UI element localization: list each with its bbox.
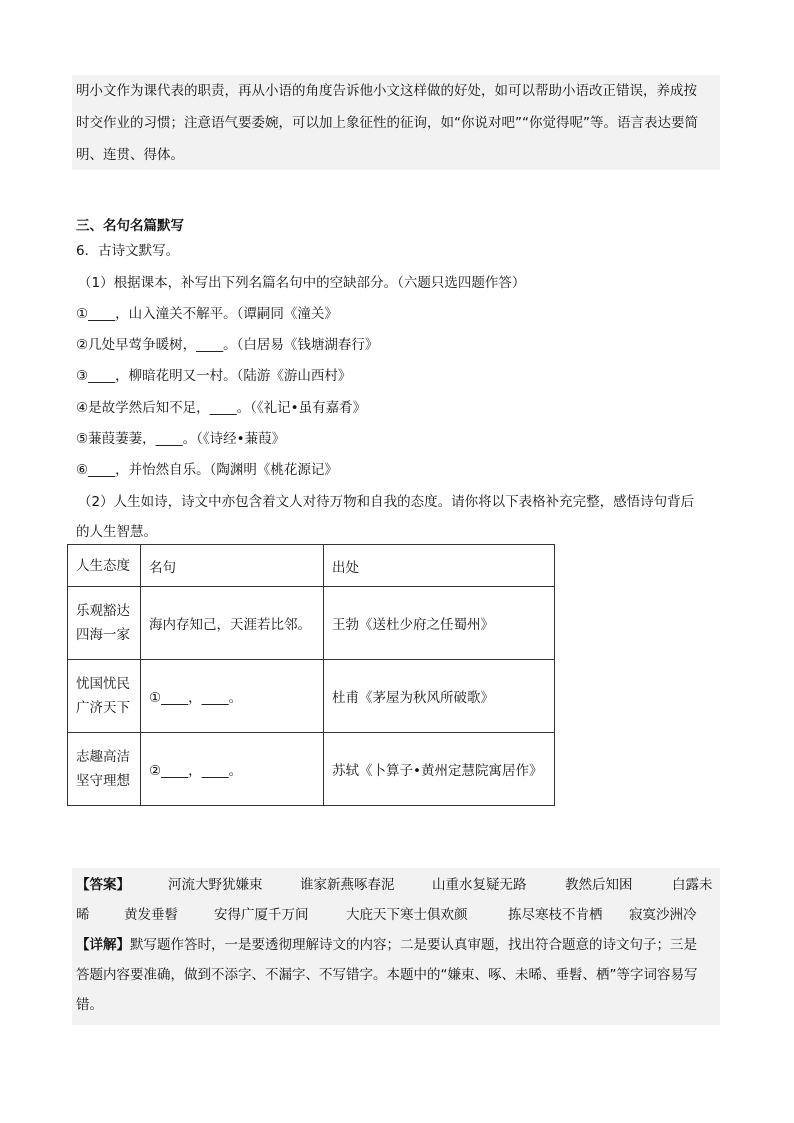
explanation-line-1: 明小文作为课代表的职责，再从小语的角度告诉他小文这样做的好处，如可以帮助小语改正错误，养成按 [76,83,697,99]
answer-block [72,868,720,1025]
answer-item: 白露未 [672,877,713,893]
attitude-line: 忧国忧民 [76,676,130,692]
answer-item: 教然后知困 [565,877,633,893]
answer-item: 安得广厦千万间 [214,907,309,923]
answer-item: 寂寞沙洲冷 [629,907,697,923]
header-source: 出处 [324,545,555,587]
table-row [68,587,555,660]
source-cell: 苏轼《卜算子•黄州定慧院寓居作》 [324,733,555,806]
attitude-table [67,544,555,806]
detail-label: 【详解】 [76,937,130,953]
answer-item: 谁家新燕啄春泥 [300,877,395,893]
answer-item: 黄发垂髫 [124,907,178,923]
detail-line-3: 错。 [76,997,103,1013]
poem-item-6: ⑥____，并怡然自乐。（陶渊明《桃花源记》 [76,462,338,478]
attitude-cell [68,660,141,733]
attitude-line: 志趣高洁 [76,749,130,765]
previous-explanation-block [72,75,720,170]
answer-row-2 [76,900,716,930]
answer-item: 晞 [76,907,90,923]
detail-line-1: 默写题作答时，一是要透彻理解诗文的内容；二是要认真审题，找出符合题意的诗文句子；三是 [130,937,697,953]
explanation-line-2: 时交作业的习惯；注意语气要委婉，可以加上象征性的征询，如“你说对吧”“你觉得呢”等。语言表达要简 [76,115,698,131]
table-row [68,733,555,806]
poem-item-2: ②几处早莺争暖树，____。（白居易《钱塘湖春行》 [76,337,379,353]
attitude-cell [68,587,141,660]
detail-row-3 [76,990,103,1020]
answer-item: 大庇天下寒士俱欢颜 [346,907,468,923]
source-cell: 杜甫《茅屋为秋风所破歌》 [324,660,555,733]
attitude-line: 广济天下 [76,700,130,716]
attitude-cell [68,733,141,806]
question-title: 6．古诗文默写。 [76,243,180,259]
poem-item-5: ⑤蒹葭萋萋，____。（《诗经•蒹葭》 [76,431,286,447]
table-row [68,660,555,733]
answer-item: 拣尽寒枝不肯栖 [508,907,603,923]
attitude-line: 四海一家 [76,627,130,643]
poem-item-3: ③____，柳暗花明又一村。（陆游《游山西村》 [76,368,352,384]
answer-item: 山重水复疑无路 [432,877,527,893]
source-cell: 王勃《送杜少府之任蜀州》 [324,587,555,660]
poem-item-1: ①____，山入潼关不解平。（谭嗣同《潼关》 [76,306,338,322]
quote-cell: ①____，____。 [141,660,324,733]
quote-cell: 海内存知己，天涯若比邻。 [141,587,324,660]
part2-prompt-line-2: 的人生智慧。 [76,524,157,540]
answer-label: 【答案】 [76,877,130,893]
attitude-line: 乐观豁达 [76,603,130,619]
quote-cell: ②____，____。 [141,733,324,806]
part2-prompt-line-1: （2）人生如诗，诗文中亦包含着文人对待万物和自我的态度。请你将以下表格补充完整，感悟诗句背后 [78,494,695,510]
section-heading: 三、名句名篇默写 [76,218,184,234]
header-quote: 名句 [141,545,324,587]
detail-row-2 [76,960,698,990]
explanation-line-3: 明、连贯、得体。 [76,147,184,163]
attitude-line: 坚守理想 [76,773,130,789]
poem-item-4: ④是故学然后知不足，____。（《礼记•虽有嘉肴》 [76,400,367,416]
header-attitude: 人生态度 [68,545,141,587]
detail-line-2: 答题内容要准确，做到不添字、不漏字、不写错字。本题中的“嫌束、啄、未晞、垂髫、栖”等字词容易写 [76,967,698,983]
detail-row-1 [76,930,697,960]
table-header-row [68,545,555,587]
answer-item: 河流大野犹嫌束 [168,877,263,893]
part1-prompt: （1）根据课本，补写出下列名篇名句中的空缺部分。（六题只选四题作答） [78,275,526,291]
answer-row-1 [76,870,716,900]
